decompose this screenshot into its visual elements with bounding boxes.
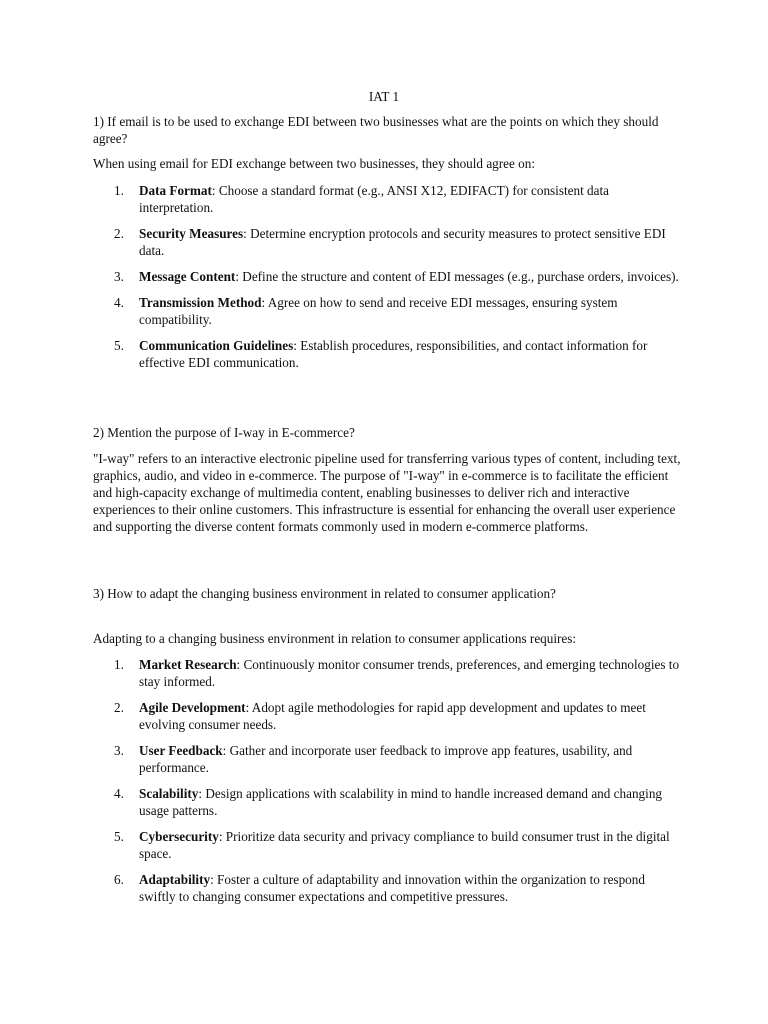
list-item-number: 3.: [114, 269, 124, 284]
list-item-number: 6.: [114, 872, 124, 887]
list-item-text: : Agree on how to send and receive EDI messages, ensuring system compatibility.: [139, 295, 618, 327]
list-item-term: Scalability: [139, 786, 199, 801]
list-item-text: : Establish procedures, responsibilities, and contact information for effective EDI communication.: [139, 338, 648, 370]
list-item-number: 1.: [114, 657, 124, 672]
list-item-term: Message Content: [139, 269, 236, 284]
list-item: [93, 656, 683, 690]
list-item-number: 2.: [114, 226, 124, 241]
answer-1-list: [93, 182, 683, 371]
list-item: [93, 225, 683, 259]
list-item-term: Adaptability: [139, 872, 211, 887]
list-item-number: 3.: [114, 743, 124, 758]
list-item-number: 4.: [114, 295, 124, 310]
question-1: 1) If email is to be used to exchange EDI between two businesses what are the points on which they should agree?: [93, 114, 659, 146]
list-item-text: : Foster a culture of adaptability and innovation within the organization to respond swiftly to changing consumer expectations and competitive pressures.: [139, 872, 645, 904]
list-item: [93, 699, 683, 733]
list-item-text: : Continuously monitor consumer trends, preferences, and emerging technologies to stay informed.: [139, 657, 680, 689]
list-item-term: Communication Guidelines: [139, 338, 294, 353]
list-item-term: User Feedback: [139, 743, 223, 758]
list-item: [93, 337, 683, 371]
page-title: IAT 1: [368, 89, 400, 104]
list-item: [93, 294, 683, 328]
answer-1-intro: When using email for EDI exchange between two businesses, they should agree on:: [93, 156, 536, 171]
list-item: [93, 268, 683, 285]
list-item: [93, 785, 683, 819]
list-item-term: Market Research: [139, 657, 237, 672]
list-item-text: : Determine encryption protocols and security measures to protect sensitive EDI data.: [139, 226, 666, 258]
list-item-text: : Choose a standard format (e.g., ANSI X12, EDIFACT) for consistent data interpretation.: [139, 183, 610, 215]
list-item-number: 5.: [114, 338, 124, 353]
question-3: 3) How to adapt the changing business environment in related to consumer application?: [93, 586, 556, 601]
list-item-text: : Adopt agile methodologies for rapid app development and updates to meet evolving consumer needs.: [139, 700, 646, 732]
list-item-number: 2.: [114, 700, 124, 715]
list-item-number: 1.: [114, 183, 124, 198]
list-item-term: Security Measures: [139, 226, 244, 241]
list-item-text: : Define the structure and content of EDI messages (e.g., purchase orders, invoices).: [235, 269, 679, 284]
list-item-number: 4.: [114, 786, 124, 801]
list-item-term: Cybersecurity: [139, 829, 219, 844]
list-item-term: Data Format: [139, 183, 212, 198]
list-item: [93, 828, 683, 862]
list-item: [93, 742, 683, 776]
answer-3-list: [93, 656, 683, 905]
list-item-term: Transmission Method: [139, 295, 262, 310]
answer-3-intro: Adapting to a changing business environment in relation to consumer applications requires:: [93, 631, 577, 646]
list-item: [93, 182, 683, 216]
answer-2: "I-way" refers to an interactive electronic pipeline used for transferring various types of content, including text, graphics, audio, and video in e-commerce. The purpose of "I-way" in e-commerce is to facilitate the efficient and high-capacity exchange of multimedia content, enabling businesses to deliver rich and interactive experiences to their online customers. This infrastructure is essential for enhancing the overall user experience and supporting the diverse content formats commonly used in modern e-commerce platforms.: [93, 451, 681, 534]
list-item-term: Agile Development: [139, 700, 246, 715]
list-item-text: : Prioritize data security and privacy compliance to build consumer trust in the digital space.: [139, 829, 670, 861]
list-item-text: : Design applications with scalability in mind to handle increased demand and changing usage patterns.: [139, 786, 663, 818]
list-item-number: 5.: [114, 829, 124, 844]
question-2: 2) Mention the purpose of I-way in E-commerce?: [93, 425, 355, 440]
list-item-text: : Gather and incorporate user feedback to improve app features, usability, and performance.: [139, 743, 633, 775]
list-item: [93, 871, 683, 905]
